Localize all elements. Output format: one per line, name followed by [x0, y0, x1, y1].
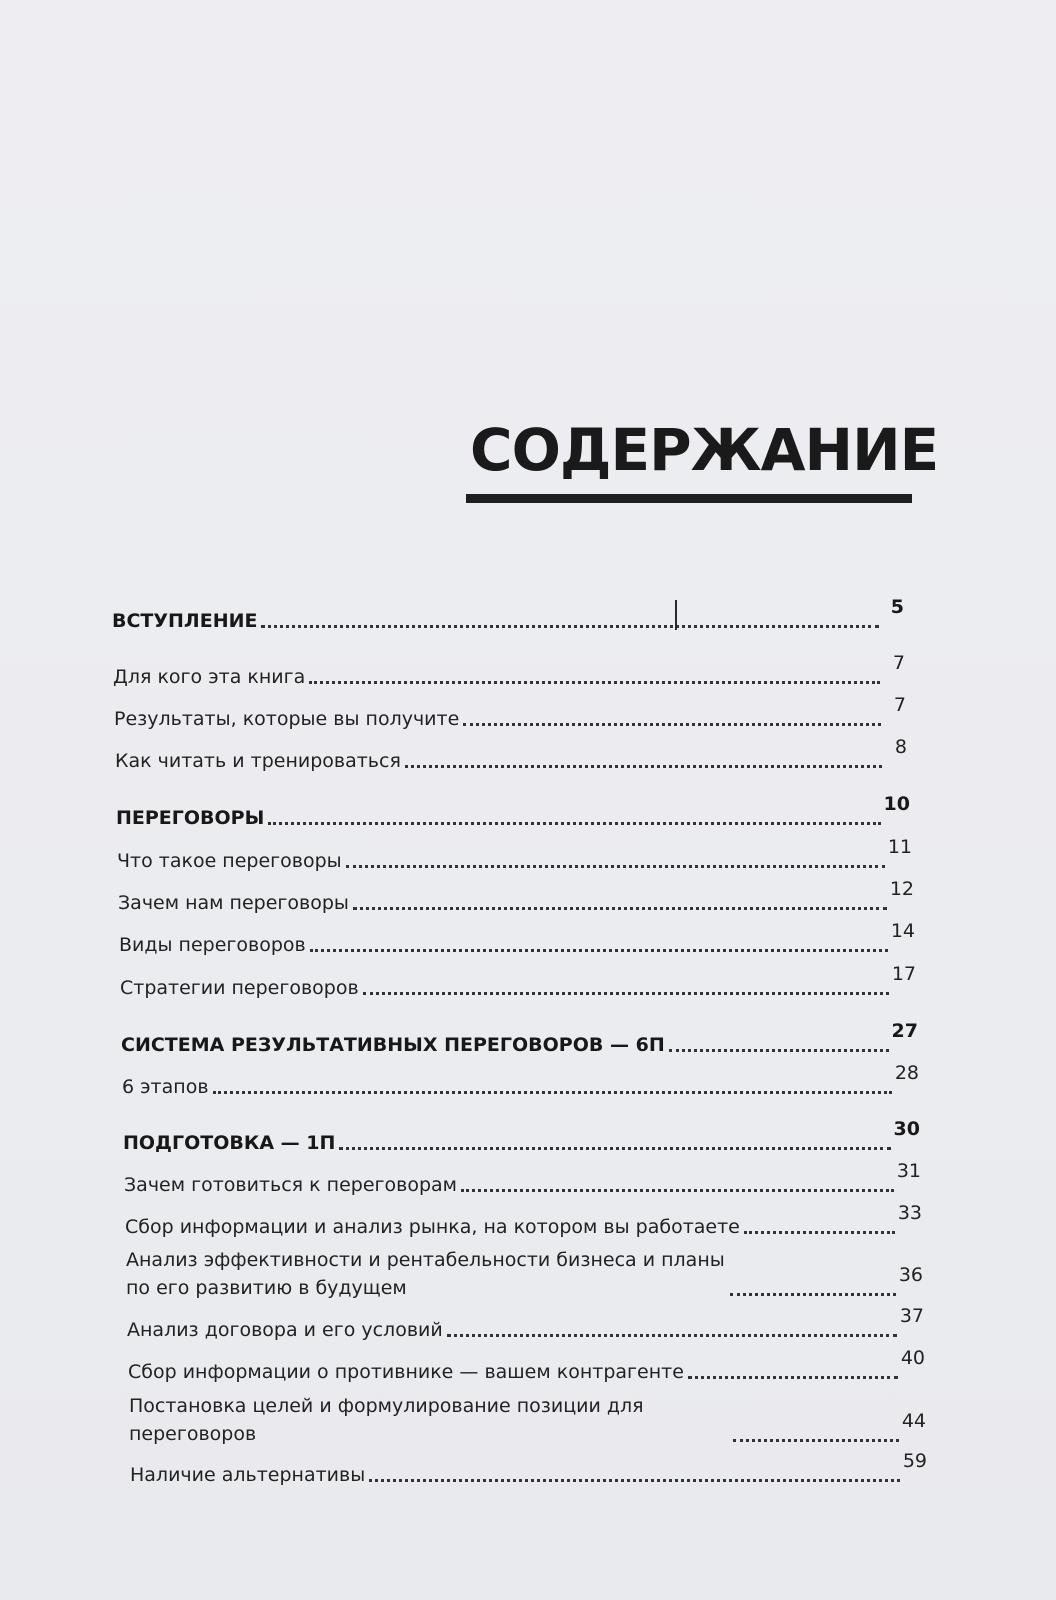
toc-entry-title: Наличие альтернативы — [130, 1464, 366, 1486]
dot-leader — [261, 625, 879, 628]
dot-leader — [744, 1231, 895, 1234]
toc-entry-title: Как читать и тренироваться — [115, 750, 401, 772]
toc-entry-page: 7 — [893, 694, 906, 716]
toc-entry-title: Для кого эта книга — [113, 666, 306, 688]
toc-entry — [115, 736, 907, 774]
toc-entry-title: Виды переговоров — [119, 934, 306, 956]
toc-entry-page: 33 — [897, 1202, 922, 1224]
toc-entry — [124, 1160, 921, 1198]
toc-entry — [125, 1202, 922, 1240]
dot-leader — [363, 992, 889, 995]
toc-entry-page: 28 — [894, 1062, 919, 1084]
toc-entry-page: 59 — [902, 1450, 927, 1472]
toc-entry-title: СИСТЕМА РЕЗУЛЬТАТИВНЫХ ПЕРЕГОВОРОВ — 6П — [121, 1034, 665, 1056]
toc-entry-title: Зачем нам переговоры — [118, 892, 349, 914]
toc-entry-page: 40 — [900, 1347, 925, 1369]
toc-entry-title: Анализ эффективности и рентабельности бизнеса и планы по его развитию в будущем — [126, 1249, 725, 1299]
dot-leader — [268, 822, 880, 825]
toc-entry — [120, 963, 916, 1001]
dot-leader — [733, 1439, 899, 1442]
toc-entry-page: 31 — [896, 1160, 921, 1182]
toc-entry-page: 10 — [883, 793, 910, 815]
toc-entry — [118, 878, 914, 916]
toc-entry — [116, 793, 910, 831]
toc-entry-title: ПОДГОТОВКА — 1П — [123, 1132, 336, 1154]
toc-entry-page: 37 — [899, 1305, 924, 1327]
toc-entry-title: Результаты, которые вы получите — [114, 708, 460, 730]
toc-entry — [112, 596, 904, 634]
dot-leader — [669, 1049, 889, 1052]
dot-leader — [447, 1334, 897, 1337]
toc-entry — [121, 1020, 918, 1058]
toc-entry — [127, 1305, 924, 1343]
toc-entry — [117, 836, 912, 874]
toc-entry-title: ВСТУПЛЕНИЕ — [112, 610, 258, 632]
toc-entry — [129, 1392, 926, 1448]
toc-entry — [114, 694, 906, 732]
toc-entry-title: Стратегии переговоров — [120, 977, 359, 999]
dot-leader — [346, 865, 885, 868]
pencil-mark — [675, 600, 677, 630]
dot-leader — [730, 1293, 896, 1296]
toc-entry-title: Что такое переговоры — [117, 850, 342, 872]
toc-entry-page: 5 — [890, 596, 904, 618]
toc-entry — [130, 1450, 927, 1488]
toc-entry-page: 36 — [898, 1264, 923, 1286]
dot-leader — [369, 1479, 900, 1482]
toc-entry-page: 11 — [887, 836, 912, 858]
dot-leader — [213, 1091, 892, 1094]
toc-entry-page: 27 — [891, 1020, 918, 1042]
toc-entry — [122, 1062, 919, 1100]
toc-entry-title: Зачем готовиться к переговорам — [124, 1174, 457, 1196]
toc-entry-title: Постановка целей и формулирование позиции для переговоров — [129, 1395, 644, 1445]
page-title: СОДЕРЖАНИЕ — [470, 416, 939, 484]
toc-entry-page: 7 — [892, 652, 905, 674]
dot-leader — [461, 1189, 894, 1192]
toc-entry-title: Сбор информации и анализ рынка, на котором вы работаете — [125, 1216, 740, 1238]
dot-leader — [353, 907, 887, 910]
toc-entry — [113, 652, 905, 690]
dot-leader — [310, 949, 888, 952]
toc-entry — [126, 1246, 923, 1302]
toc-entry — [119, 920, 915, 958]
toc-entry-page: 17 — [891, 963, 916, 985]
toc-entry-page: 12 — [889, 878, 914, 900]
toc-entry — [128, 1347, 925, 1385]
toc-entry-page: 14 — [890, 920, 915, 942]
toc-entry-title: Анализ договора и его условий — [127, 1319, 443, 1341]
dot-leader — [339, 1147, 890, 1150]
toc-entry — [123, 1118, 920, 1156]
dot-leader — [405, 765, 882, 768]
toc-entry-title: 6 этапов — [122, 1076, 209, 1098]
dot-leader — [463, 723, 881, 726]
toc-entry-title: ПЕРЕГОВОРЫ — [116, 807, 265, 829]
dot-leader — [309, 681, 880, 684]
toc-entry-title: Сбор информации о противнике — вашем контрагенте — [128, 1361, 684, 1383]
toc-entry-page: 44 — [901, 1410, 926, 1432]
toc-entry-page: 30 — [893, 1118, 920, 1140]
dot-leader — [688, 1376, 898, 1379]
toc-entry-page: 8 — [894, 736, 907, 758]
